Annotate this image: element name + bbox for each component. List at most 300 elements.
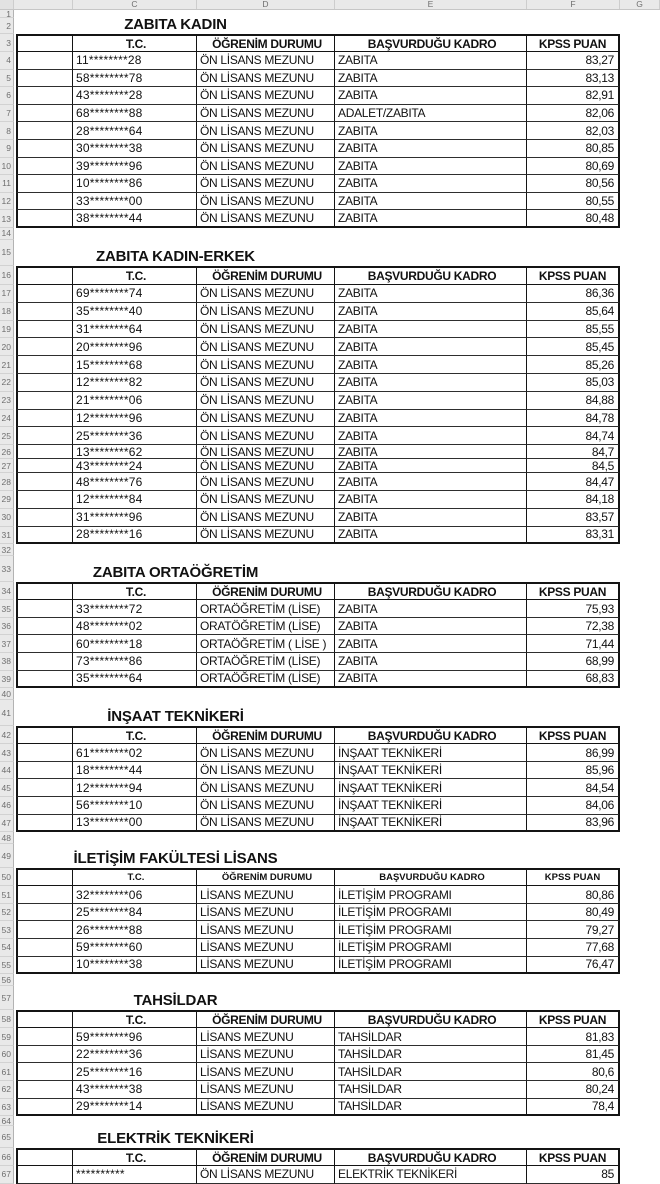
cell-blank[interactable] [16, 1166, 73, 1184]
header-cell-tc[interactable]: T.C. [73, 726, 197, 744]
row-number[interactable]: 42 [0, 726, 14, 744]
cell-kadro[interactable]: ZABITA [335, 445, 527, 459]
cell-puan[interactable]: 75,93 [527, 600, 620, 618]
cell-puan[interactable]: 78,4 [527, 1099, 620, 1117]
cell-puan[interactable]: 68,99 [527, 653, 620, 671]
row-number[interactable]: 54 [0, 939, 14, 957]
cell-egitim[interactable]: LİSANS MEZUNU [197, 939, 335, 957]
cell-kadro[interactable]: ZABITA [335, 410, 527, 428]
row-number[interactable]: 47 [0, 815, 14, 833]
cell-blank[interactable] [16, 527, 73, 545]
row-number[interactable]: 12 [0, 193, 14, 211]
cell-blank[interactable] [16, 140, 73, 158]
row-number[interactable]: 40 [0, 688, 14, 700]
cell-puan[interactable]: 83,57 [527, 509, 620, 527]
header-cell-kadro[interactable]: BAŞVURDUĞU KADRO [335, 726, 527, 744]
cell-blank[interactable] [16, 392, 73, 410]
cell-egitim[interactable]: ÖN LİSANS MEZUNU [197, 158, 335, 176]
cell-tc[interactable]: 28********16 [73, 527, 197, 545]
cell-blank[interactable] [16, 618, 73, 636]
header-cell-kadro[interactable]: BAŞVURDUĞU KADRO [335, 1010, 527, 1028]
cell-egitim[interactable]: LİSANS MEZUNU [197, 1046, 335, 1064]
cell-tc[interactable]: 21********06 [73, 392, 197, 410]
cell-egitim[interactable]: ÖN LİSANS MEZUNU [197, 105, 335, 123]
cell-egitim[interactable]: LİSANS MEZUNU [197, 886, 335, 904]
header-cell-egitim[interactable]: ÖĞRENİM DURUMU [197, 266, 335, 285]
cell-puan[interactable]: 85,26 [527, 356, 620, 374]
header-cell-tc[interactable]: T.C. [73, 582, 197, 600]
cell-puan[interactable]: 84,54 [527, 779, 620, 797]
cell-blank[interactable] [16, 815, 73, 833]
row-number[interactable]: 36 [0, 618, 14, 636]
header-cell-puan[interactable]: KPSS PUAN [527, 726, 620, 744]
cell-tc[interactable]: 61********02 [73, 744, 197, 762]
section-title[interactable]: ZABITA KADIN-ERKEK [96, 247, 255, 265]
cell-kadro[interactable]: TAHSİLDAR [335, 1046, 527, 1064]
cell-tc[interactable]: 56********10 [73, 797, 197, 815]
cell-puan[interactable]: 76,47 [527, 957, 620, 975]
header-cell-blank[interactable] [16, 1148, 73, 1166]
cell-kadro[interactable]: İNŞAAT TEKNİKERİ [335, 815, 527, 833]
cell-tc[interactable]: 38********44 [73, 210, 197, 228]
cell-egitim[interactable]: LİSANS MEZUNU [197, 957, 335, 975]
cell-egitim[interactable]: ÖN LİSANS MEZUNU [197, 210, 335, 228]
row-number[interactable]: 50 [0, 868, 14, 886]
cell-puan[interactable]: 79,27 [527, 921, 620, 939]
section-title[interactable]: TAHSİLDAR [133, 992, 218, 1010]
cell-blank[interactable] [16, 1099, 73, 1117]
cell-blank[interactable] [16, 509, 73, 527]
row-number[interactable]: 26 [0, 445, 14, 459]
cell-puan[interactable]: 85,64 [527, 303, 620, 321]
cell-blank[interactable] [16, 473, 73, 491]
cell-blank[interactable] [16, 600, 73, 618]
cell-puan[interactable]: 80,55 [527, 193, 620, 211]
cell-egitim[interactable]: ÖN LİSANS MEZUNU [197, 285, 335, 303]
cell-kadro[interactable]: ZABITA [335, 459, 527, 473]
cell-egitim[interactable]: ÖN LİSANS MEZUNU [197, 87, 335, 105]
row-number[interactable]: 10 [0, 158, 14, 176]
cell-kadro[interactable]: İLETİŞİM PROGRAMI [335, 904, 527, 922]
cell-tc[interactable]: 28********64 [73, 122, 197, 140]
row-number[interactable]: 53 [0, 921, 14, 939]
cell-blank[interactable] [16, 779, 73, 797]
cell-egitim[interactable]: ÖN LİSANS MEZUNU [197, 509, 335, 527]
cell-blank[interactable] [16, 653, 73, 671]
row-number[interactable]: 49 [0, 844, 14, 868]
row-number[interactable]: 51 [0, 886, 14, 904]
cell-blank[interactable] [16, 459, 73, 473]
cell-puan[interactable]: 80,49 [527, 904, 620, 922]
cell-tc[interactable]: 25********84 [73, 904, 197, 922]
cell-puan[interactable]: 80,48 [527, 210, 620, 228]
cell-egitim[interactable]: LİSANS MEZUNU [197, 1081, 335, 1099]
cell-blank[interactable] [16, 105, 73, 123]
cell-tc[interactable]: 32********06 [73, 886, 197, 904]
cell-puan[interactable]: 84,74 [527, 427, 620, 445]
cell-tc[interactable]: 68********88 [73, 105, 197, 123]
header-cell-blank[interactable] [16, 868, 73, 886]
row-number[interactable]: 14 [0, 228, 14, 240]
column-letter-F[interactable]: F [527, 0, 620, 9]
row-number[interactable]: 16 [0, 266, 14, 285]
cell-tc[interactable]: 43********28 [73, 87, 197, 105]
cell-kadro[interactable]: ZABITA [335, 618, 527, 636]
header-cell-kadro[interactable]: BAŞVURDUĞU KADRO [335, 1148, 527, 1166]
row-number[interactable]: 15 [0, 240, 14, 266]
header-cell-puan[interactable]: KPSS PUAN [527, 582, 620, 600]
cell-tc[interactable]: 31********96 [73, 509, 197, 527]
cell-blank[interactable] [16, 285, 73, 303]
cell-tc[interactable]: 33********00 [73, 193, 197, 211]
cell-kadro[interactable]: İNŞAAT TEKNİKERİ [335, 762, 527, 780]
cell-egitim[interactable]: ÖN LİSANS MEZUNU [197, 338, 335, 356]
row-number[interactable]: 9 [0, 140, 14, 158]
cell-tc[interactable]: 59********60 [73, 939, 197, 957]
cell-tc[interactable]: 12********82 [73, 374, 197, 392]
cell-blank[interactable] [16, 52, 73, 70]
cell-tc[interactable]: 73********86 [73, 653, 197, 671]
cell-blank[interactable] [16, 303, 73, 321]
row-number[interactable]: 20 [0, 338, 14, 356]
cell-tc[interactable]: 22********36 [73, 1046, 197, 1064]
row-number[interactable]: 29 [0, 491, 14, 509]
cell-blank[interactable] [16, 1028, 73, 1046]
cell-blank[interactable] [16, 87, 73, 105]
cell-blank[interactable] [16, 445, 73, 459]
cell-kadro[interactable]: İLETİŞİM PROGRAMI [335, 957, 527, 975]
header-cell-blank[interactable] [16, 582, 73, 600]
row-number[interactable]: 55 [0, 957, 14, 975]
cell-blank[interactable] [16, 338, 73, 356]
cell-egitim[interactable]: ÖN LİSANS MEZUNU [197, 70, 335, 88]
row-number[interactable]: 65 [0, 1126, 14, 1148]
cell-kadro[interactable]: İLETİŞİM PROGRAMI [335, 921, 527, 939]
cell-tc[interactable]: 39********96 [73, 158, 197, 176]
row-number[interactable]: 39 [0, 671, 14, 689]
cell-blank[interactable] [16, 797, 73, 815]
header-cell-tc[interactable]: T.C. [73, 34, 197, 52]
cell-tc[interactable]: 18********44 [73, 762, 197, 780]
header-cell-puan[interactable]: KPSS PUAN [527, 1148, 620, 1166]
row-number[interactable]: 18 [0, 303, 14, 321]
cell-kadro[interactable]: TAHSİLDAR [335, 1081, 527, 1099]
cell-tc[interactable]: 15********68 [73, 356, 197, 374]
cell-kadro[interactable]: ZABITA [335, 635, 527, 653]
cell-egitim[interactable]: ÖN LİSANS MEZUNU [197, 762, 335, 780]
cell-puan[interactable]: 82,91 [527, 87, 620, 105]
column-letter-D[interactable]: D [197, 0, 335, 9]
cell-puan[interactable]: 83,27 [527, 52, 620, 70]
row-number[interactable]: 28 [0, 473, 14, 491]
row-number[interactable]: 4 [0, 52, 14, 70]
cell-kadro[interactable]: İNŞAAT TEKNİKERİ [335, 797, 527, 815]
row-number[interactable]: 21 [0, 356, 14, 374]
column-letter-E[interactable]: E [335, 0, 527, 9]
row-number[interactable]: 2 [0, 18, 14, 34]
cell-blank[interactable] [16, 671, 73, 689]
cell-egitim[interactable]: ÖN LİSANS MEZUNU [197, 744, 335, 762]
cell-tc[interactable]: 25********36 [73, 427, 197, 445]
cell-blank[interactable] [16, 427, 73, 445]
cell-puan[interactable]: 83,96 [527, 815, 620, 833]
cell-egitim[interactable]: ÖN LİSANS MEZUNU [197, 321, 335, 339]
section-title[interactable]: İLETİŞİM FAKÜLTESİ LİSANS [73, 850, 278, 868]
cell-puan[interactable]: 83,13 [527, 70, 620, 88]
cell-tc[interactable]: 31********64 [73, 321, 197, 339]
cell-puan[interactable]: 86,99 [527, 744, 620, 762]
cell-egitim[interactable]: ÖN LİSANS MEZUNU [197, 459, 335, 473]
row-number[interactable]: 17 [0, 285, 14, 303]
cell-blank[interactable] [16, 921, 73, 939]
cell-kadro[interactable]: ZABITA [335, 158, 527, 176]
cell-kadro[interactable]: İLETİŞİM PROGRAMI [335, 886, 527, 904]
row-number[interactable]: 62 [0, 1081, 14, 1099]
cell-egitim[interactable]: ÖN LİSANS MEZUNU [197, 122, 335, 140]
cell-kadro[interactable]: ZABITA [335, 671, 527, 689]
cell-blank[interactable] [16, 175, 73, 193]
cell-puan[interactable]: 86,36 [527, 285, 620, 303]
row-number[interactable]: 52 [0, 904, 14, 922]
cell-blank[interactable] [16, 210, 73, 228]
cell-egitim[interactable]: ÖN LİSANS MEZUNU [197, 52, 335, 70]
cell-egitim[interactable]: ÖN LİSANS MEZUNU [197, 175, 335, 193]
cell-tc[interactable]: 12********84 [73, 491, 197, 509]
row-number[interactable]: 43 [0, 744, 14, 762]
cell-tc[interactable]: 48********02 [73, 618, 197, 636]
row-number[interactable]: 13 [0, 210, 14, 228]
cell-puan[interactable]: 83,31 [527, 527, 620, 545]
row-number[interactable]: 45 [0, 779, 14, 797]
cell-kadro[interactable]: İLETİŞİM PROGRAMI [335, 939, 527, 957]
row-number[interactable]: 31 [0, 527, 14, 545]
cell-kadro[interactable]: TAHSİLDAR [335, 1099, 527, 1117]
cell-puan[interactable]: 84,06 [527, 797, 620, 815]
cell-blank[interactable] [16, 635, 73, 653]
section-title[interactable]: İNŞAAT TEKNİKERİ [107, 708, 244, 726]
row-number[interactable]: 37 [0, 635, 14, 653]
cell-kadro[interactable]: ZABITA [335, 509, 527, 527]
cell-puan[interactable]: 72,38 [527, 618, 620, 636]
row-number[interactable]: 33 [0, 556, 14, 582]
cell-puan[interactable]: 85,03 [527, 374, 620, 392]
cell-puan[interactable]: 84,78 [527, 410, 620, 428]
cell-egitim[interactable]: ORTAÖĞRETİM (LİSE) [197, 671, 335, 689]
header-cell-blank[interactable] [16, 266, 73, 285]
cell-egitim[interactable]: ÖN LİSANS MEZUNU [197, 779, 335, 797]
row-number[interactable]: 8 [0, 122, 14, 140]
cell-puan[interactable]: 80,6 [527, 1063, 620, 1081]
cell-kadro[interactable]: ZABITA [335, 321, 527, 339]
cell-tc[interactable]: 58********78 [73, 70, 197, 88]
cell-blank[interactable] [16, 886, 73, 904]
row-number[interactable]: 32 [0, 544, 14, 556]
section-title[interactable]: ELEKTRİK TEKNİKERİ [97, 1130, 254, 1148]
cell-egitim[interactable]: ÖN LİSANS MEZUNU [197, 815, 335, 833]
column-letter-blank[interactable] [14, 0, 73, 9]
cell-puan[interactable]: 80,56 [527, 175, 620, 193]
header-cell-kadro[interactable]: BAŞVURDUĞU KADRO [335, 582, 527, 600]
cell-egitim[interactable]: ÖN LİSANS MEZUNU [197, 491, 335, 509]
row-number[interactable]: 23 [0, 392, 14, 410]
cell-egitim[interactable]: ORTAÖĞRETİM (LİSE) [197, 600, 335, 618]
cell-blank[interactable] [16, 374, 73, 392]
cell-egitim[interactable]: ORTAÖĞRETİM (LİSE) [197, 653, 335, 671]
cell-puan[interactable]: 85,96 [527, 762, 620, 780]
row-number[interactable]: 24 [0, 410, 14, 428]
cell-puan[interactable]: 80,85 [527, 140, 620, 158]
cell-puan[interactable]: 80,24 [527, 1081, 620, 1099]
row-number[interactable]: 3 [0, 34, 14, 52]
cell-blank[interactable] [16, 491, 73, 509]
cell-egitim[interactable]: ÖN LİSANS MEZUNU [197, 1166, 335, 1184]
row-number[interactable]: 41 [0, 700, 14, 726]
cell-puan[interactable]: 84,5 [527, 459, 620, 473]
cell-kadro[interactable]: TAHSİLDAR [335, 1028, 527, 1046]
cell-kadro[interactable]: İNŞAAT TEKNİKERİ [335, 779, 527, 797]
cell-blank[interactable] [16, 158, 73, 176]
cell-tc[interactable]: ********** [73, 1166, 197, 1184]
cell-kadro[interactable]: TAHSİLDAR [335, 1063, 527, 1081]
cell-kadro[interactable]: ZABITA [335, 392, 527, 410]
cell-kadro[interactable]: ELEKTRİK TEKNİKERİ [335, 1166, 527, 1184]
cell-kadro[interactable]: ZABITA [335, 52, 527, 70]
row-number[interactable]: 25 [0, 427, 14, 445]
cell-egitim[interactable]: ÖN LİSANS MEZUNU [197, 140, 335, 158]
header-cell-tc[interactable]: T.C. [73, 266, 197, 285]
cell-egitim[interactable]: ÖN LİSANS MEZUNU [197, 410, 335, 428]
cell-tc[interactable]: 13********62 [73, 445, 197, 459]
cell-tc[interactable]: 25********16 [73, 1063, 197, 1081]
cell-puan[interactable]: 68,83 [527, 671, 620, 689]
cell-blank[interactable] [16, 939, 73, 957]
header-cell-tc[interactable]: T.C. [73, 1148, 197, 1166]
cell-blank[interactable] [16, 410, 73, 428]
cell-blank[interactable] [16, 356, 73, 374]
section-title[interactable]: ZABITA KADIN [124, 16, 227, 33]
cell-kadro[interactable]: ZABITA [335, 303, 527, 321]
row-number[interactable]: 27 [0, 459, 14, 473]
header-cell-blank[interactable] [16, 34, 73, 52]
row-number[interactable]: 1 [0, 10, 14, 18]
cell-egitim[interactable]: ÖN LİSANS MEZUNU [197, 445, 335, 459]
column-letter-C[interactable]: C [73, 0, 197, 9]
row-number[interactable]: 57 [0, 986, 14, 1010]
cell-tc[interactable]: 29********14 [73, 1099, 197, 1117]
cell-blank[interactable] [16, 122, 73, 140]
header-cell-egitim[interactable]: ÖĞRENİM DURUMU [197, 582, 335, 600]
cell-egitim[interactable]: ÖN LİSANS MEZUNU [197, 527, 335, 545]
header-cell-blank[interactable] [16, 1010, 73, 1028]
header-cell-puan[interactable]: KPSS PUAN [527, 266, 620, 285]
cell-kadro[interactable]: ZABITA [335, 491, 527, 509]
cell-blank[interactable] [16, 1081, 73, 1099]
header-cell-egitim[interactable]: ÖĞRENİM DURUMU [197, 726, 335, 744]
row-number[interactable]: 38 [0, 653, 14, 671]
header-cell-egitim[interactable]: ÖĞRENİM DURUMU [197, 868, 335, 886]
cell-puan[interactable]: 71,44 [527, 635, 620, 653]
cell-kadro[interactable]: ZABITA [335, 285, 527, 303]
cell-tc[interactable]: 12********96 [73, 410, 197, 428]
cell-kadro[interactable]: ZABITA [335, 427, 527, 445]
row-number[interactable]: 19 [0, 321, 14, 339]
row-number[interactable]: 5 [0, 70, 14, 88]
cell-tc[interactable]: 35********40 [73, 303, 197, 321]
cell-egitim[interactable]: LİSANS MEZUNU [197, 1099, 335, 1117]
header-cell-kadro[interactable]: BAŞVURDUĞU KADRO [335, 266, 527, 285]
header-cell-puan[interactable]: KPSS PUAN [527, 34, 620, 52]
cell-kadro[interactable]: ZABITA [335, 70, 527, 88]
cell-tc[interactable]: 43********24 [73, 459, 197, 473]
cell-tc[interactable]: 26********88 [73, 921, 197, 939]
cell-egitim[interactable]: ÖN LİSANS MEZUNU [197, 303, 335, 321]
cell-kadro[interactable]: ADALET/ZABITA [335, 105, 527, 123]
cell-tc[interactable]: 48********76 [73, 473, 197, 491]
cell-blank[interactable] [16, 1046, 73, 1064]
header-cell-puan[interactable]: KPSS PUAN [527, 868, 620, 886]
header-cell-tc[interactable]: T.C. [73, 868, 197, 886]
row-number[interactable]: 63 [0, 1099, 14, 1117]
cell-puan[interactable]: 77,68 [527, 939, 620, 957]
row-number[interactable]: 44 [0, 762, 14, 780]
cell-kadro[interactable]: ZABITA [335, 600, 527, 618]
row-number[interactable]: 60 [0, 1046, 14, 1064]
row-number[interactable]: 58 [0, 1010, 14, 1028]
cell-egitim[interactable]: LİSANS MEZUNU [197, 921, 335, 939]
cell-egitim[interactable]: ÖN LİSANS MEZUNU [197, 356, 335, 374]
cell-egitim[interactable]: LİSANS MEZUNU [197, 1028, 335, 1046]
cell-puan[interactable]: 82,03 [527, 122, 620, 140]
row-number[interactable]: 67 [0, 1166, 14, 1184]
row-number[interactable]: 34 [0, 582, 14, 600]
cell-puan[interactable]: 85,45 [527, 338, 620, 356]
cell-kadro[interactable]: ZABITA [335, 140, 527, 158]
cell-puan[interactable]: 81,83 [527, 1028, 620, 1046]
cell-kadro[interactable]: ZABITA [335, 175, 527, 193]
header-cell-egitim[interactable]: ÖĞRENİM DURUMU [197, 1010, 335, 1028]
cell-blank[interactable] [16, 1063, 73, 1081]
cell-tc[interactable]: 12********94 [73, 779, 197, 797]
header-cell-egitim[interactable]: ÖĞRENİM DURUMU [197, 1148, 335, 1166]
row-number[interactable]: 22 [0, 374, 14, 392]
cell-blank[interactable] [16, 762, 73, 780]
header-cell-blank[interactable] [16, 726, 73, 744]
cell-kadro[interactable]: ZABITA [335, 653, 527, 671]
cell-blank[interactable] [16, 904, 73, 922]
cell-egitim[interactable]: ORTAÖĞRETİM ( LİSE ) [197, 635, 335, 653]
cell-kadro[interactable]: ZABITA [335, 210, 527, 228]
row-number[interactable]: 56 [0, 974, 14, 986]
cell-egitim[interactable]: ÖN LİSANS MEZUNU [197, 473, 335, 491]
cell-puan[interactable]: 85,55 [527, 321, 620, 339]
cell-tc[interactable]: 30********38 [73, 140, 197, 158]
row-number[interactable]: 66 [0, 1148, 14, 1166]
cell-egitim[interactable]: ÖN LİSANS MEZUNU [197, 797, 335, 815]
cell-tc[interactable]: 59********96 [73, 1028, 197, 1046]
cell-puan[interactable]: 81,45 [527, 1046, 620, 1064]
cell-tc[interactable]: 10********38 [73, 957, 197, 975]
header-cell-tc[interactable]: T.C. [73, 1010, 197, 1028]
cell-tc[interactable]: 33********72 [73, 600, 197, 618]
row-number[interactable]: 30 [0, 509, 14, 527]
cell-blank[interactable] [16, 321, 73, 339]
cell-tc[interactable]: 60********18 [73, 635, 197, 653]
cell-kadro[interactable]: ZABITA [335, 122, 527, 140]
header-cell-kadro[interactable]: BAŞVURDUĞU KADRO [335, 868, 527, 886]
cell-puan[interactable]: 82,06 [527, 105, 620, 123]
cell-puan[interactable]: 80,86 [527, 886, 620, 904]
cell-kadro[interactable]: ZABITA [335, 356, 527, 374]
